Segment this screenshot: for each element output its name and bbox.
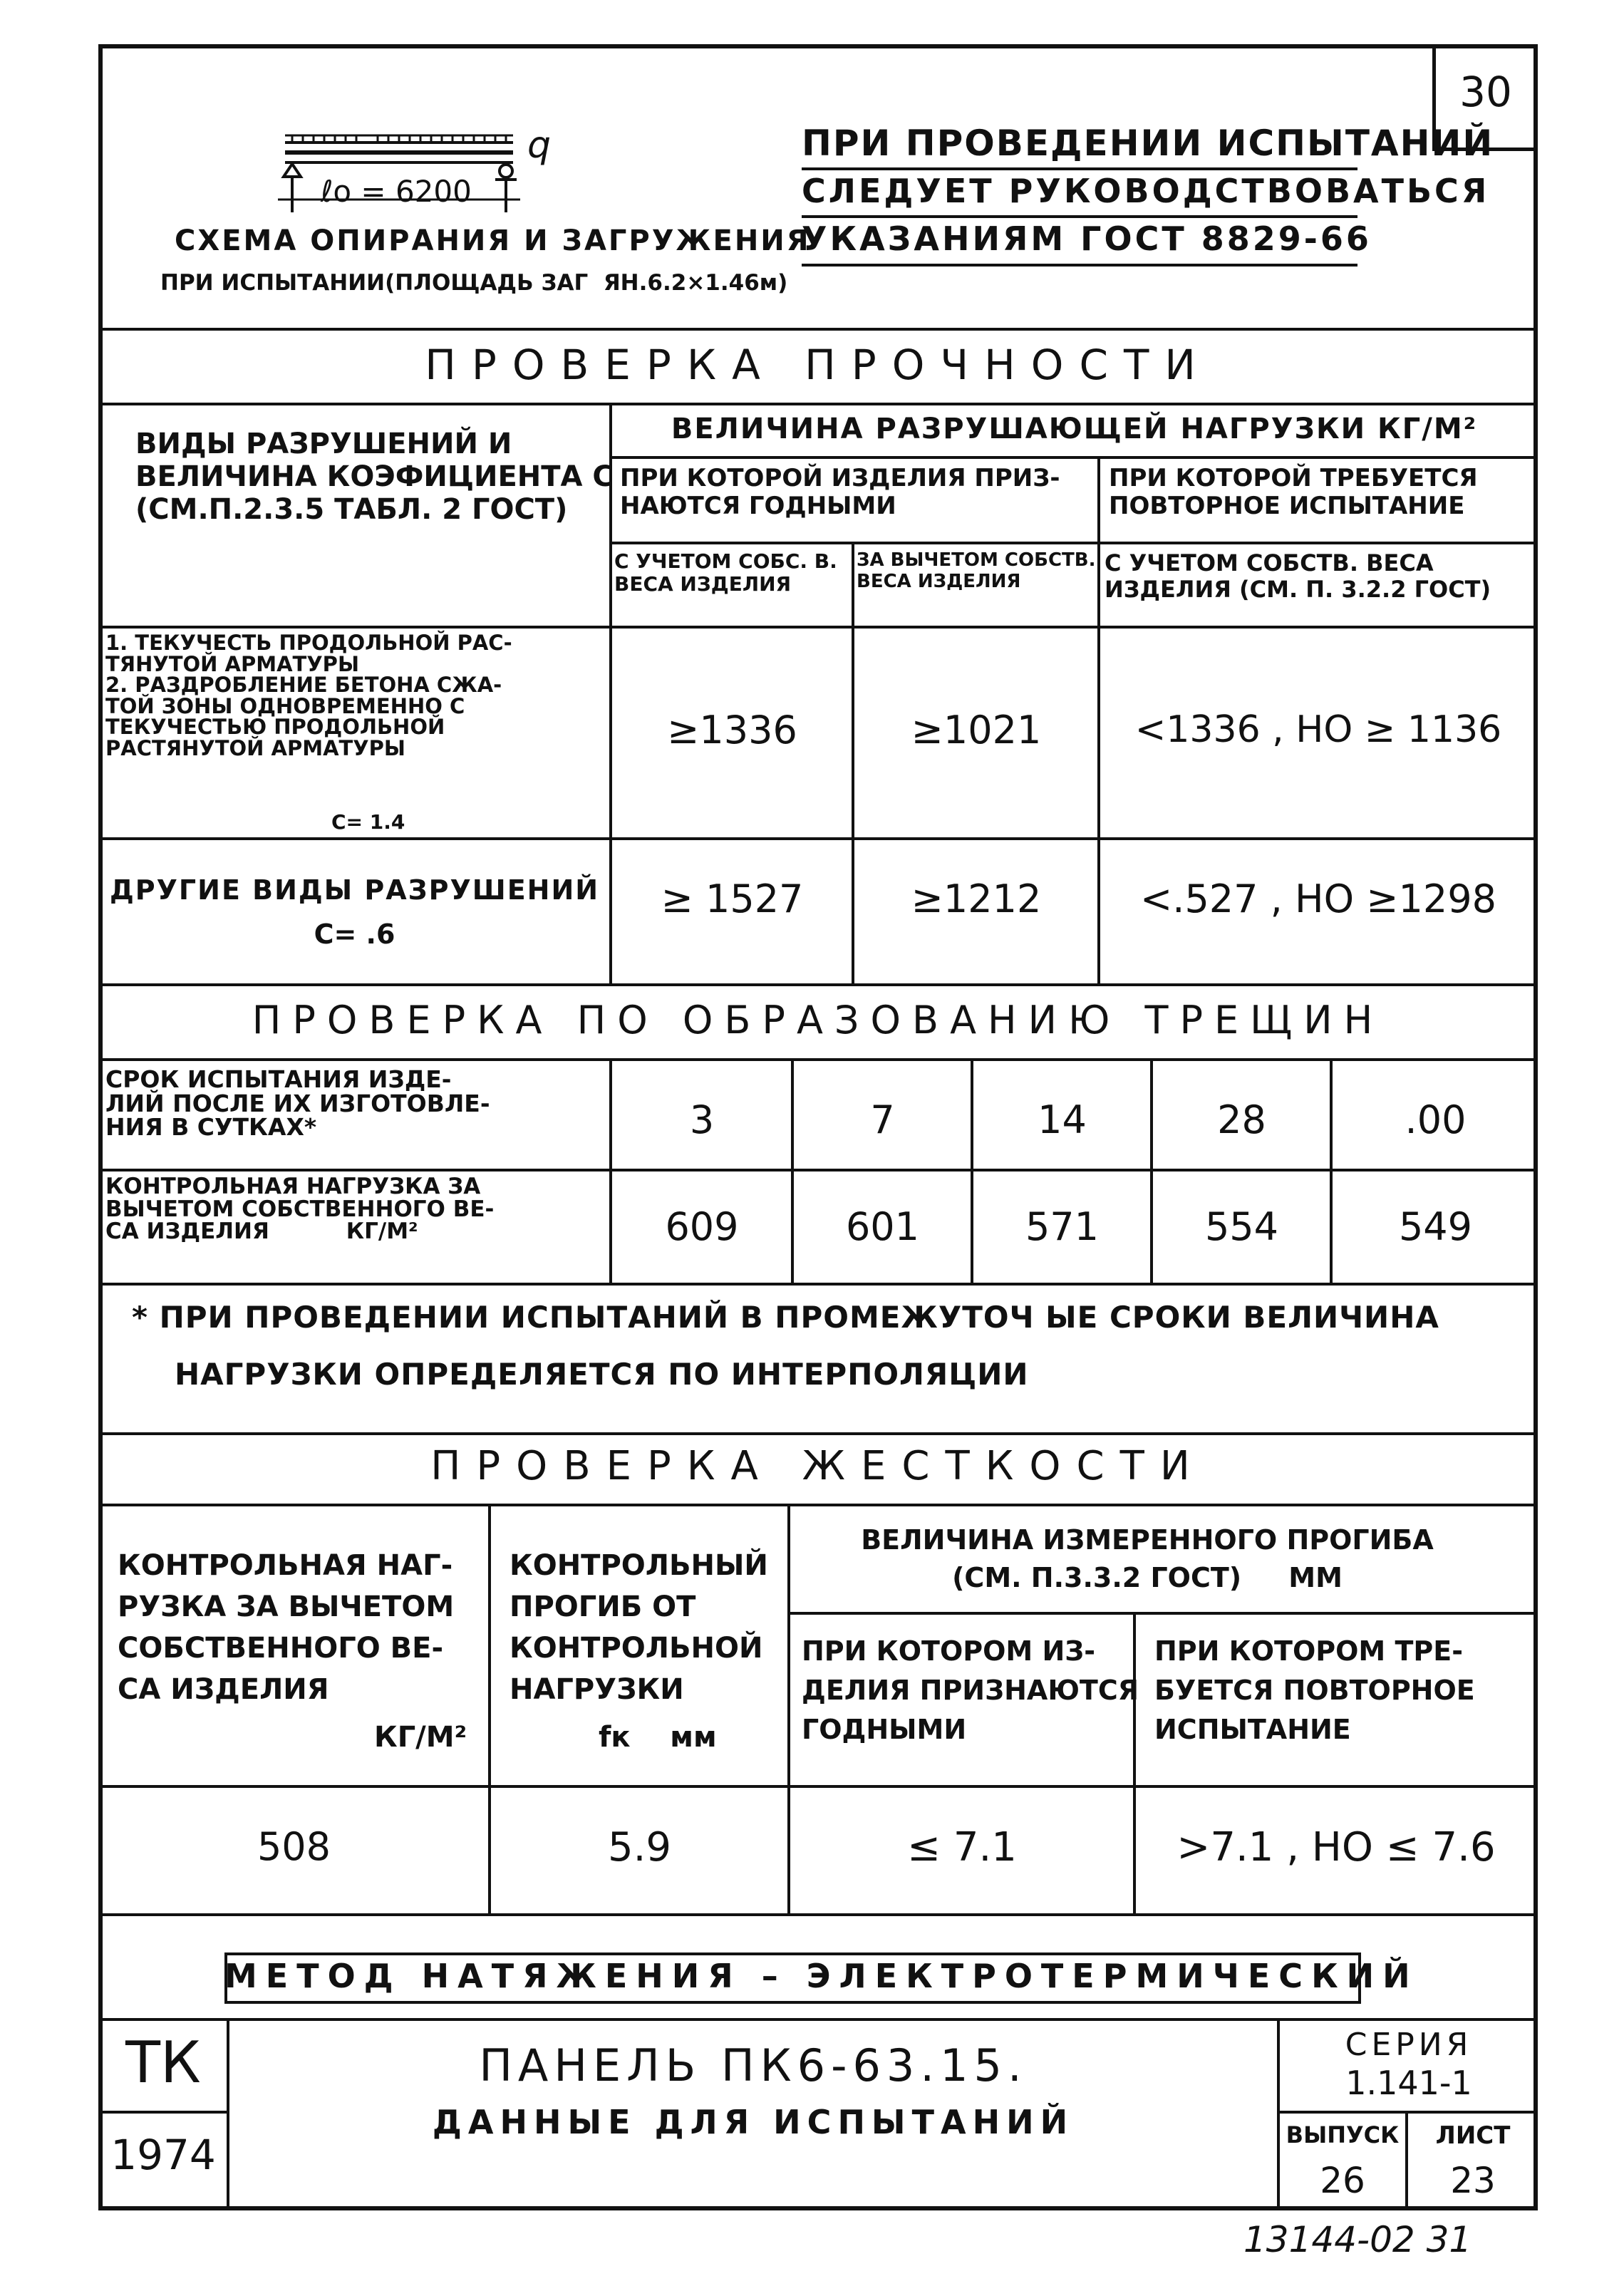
panel-name: ПАНЕЛЬ ПК6-63.15. <box>479 2039 1028 2091</box>
title-block-hline-left <box>98 2111 227 2114</box>
drawing-subtitle: ДАННЫЕ ДЛЯ ИСПЫТАНИЙ <box>432 2103 1075 2141</box>
col-measured-deflection: ВЕЛИЧИНА ИЗМЕРЕННОГО ПРОГИБА (СМ. П.3.3.2 ГОСТ) ММ <box>861 1524 1434 1594</box>
failure-1-without-weight: ≥1021 <box>911 708 1042 752</box>
test-note-line-1: ПРИ ПРОВЕДЕНИИ ИСПЫТАНИЙ <box>802 123 1494 164</box>
stiffness-control-deflection: 5.9 <box>607 1824 672 1871</box>
col-control-load: КОНТРОЛЬНАЯ НАГ- РУЗКА ЗА ВЫЧЕТОМ СОБСТВЕННОГО ВЕ- СА ИЗДЕЛИЯ <box>118 1549 455 1706</box>
sub-deflection-accepted: ПРИ КОТОРОМ ИЗ- ДЕЛИЯ ПРИЗНАЮТСЯ ГОДНЫМИ <box>802 1635 1139 1746</box>
stiffness-vline-2 <box>787 1504 790 1913</box>
note-underline-3 <box>802 264 1357 267</box>
strength-section-title: ПРОВЕРКА ПРОЧНОСТИ <box>425 341 1211 389</box>
control-load-3: 609 <box>665 1204 739 1249</box>
failure-1-retest: <1336 , НО ≥ 1136 <box>1134 708 1502 751</box>
strength-hline-2 <box>609 542 1538 544</box>
test-note-line-3: УКАЗАНИЯМ ГОСТ 8829-66 <box>802 219 1372 258</box>
failure-coef-1: С= 1.4 <box>331 810 405 834</box>
control-load-7: 601 <box>845 1204 920 1249</box>
sheet-label: ЛИСТ <box>1435 2121 1511 2150</box>
series-number: 1.141-1 <box>1345 2064 1472 2102</box>
issue-number: 26 <box>1320 2160 1365 2201</box>
control-load-label: КОНТРОЛЬНАЯ НАГРУЗКА ЗА ВЫЧЕТОМ СОБСТВЕННОГО ВЕ- СА ИЗДЕЛИЯ КГ/М² <box>105 1174 495 1245</box>
deflection-retest-range: >7.1 , НО ≤ 7.6 <box>1176 1824 1496 1871</box>
control-load-14: 571 <box>1025 1204 1100 1249</box>
stiffness-control-load: 508 <box>257 1824 331 1869</box>
test-age-28: 28 <box>1217 1097 1266 1142</box>
load-symbol: q <box>527 124 552 167</box>
cracks-hline-1 <box>98 1169 1538 1171</box>
footnote-line-1: * ПРИ ПРОВЕДЕНИИ ИСПЫТАНИЙ В ПРОМЕЖУТОЧ ЫЕ СРОКИ ВЕЛИЧИНА <box>132 1300 1439 1335</box>
stiffness-section-title: ПРОВЕРКА ЖЕСТКОСТИ <box>430 1443 1206 1489</box>
col-retest: ПРИ КОТОРОЙ ТРЕБУЕТСЯ ПОВТОРНОЕ ИСПЫТАНИЕ <box>1109 464 1478 521</box>
stiffness-title-divider <box>98 1504 1538 1506</box>
col-control-load-unit: КГ/М² <box>374 1721 467 1754</box>
scheme-caption-1: СХЕМА ОПИРАНИЯ И ЗАГРУЖЕНИЯ <box>175 224 811 257</box>
sub-retest: С УЧЕТОМ СОБСТВ. ВЕСА ИЗДЕЛИЯ (СМ. П. 3.2.2 ГОСТ) <box>1105 549 1491 603</box>
sheet-number: 23 <box>1450 2160 1496 2201</box>
tensioning-method: МЕТОД НАТЯЖЕНИЯ – ЭЛЕКТРОТЕРМИЧЕСКИЙ <box>224 1957 1419 1995</box>
stiffness-hline-2 <box>98 1785 1538 1788</box>
sub-without-weight: ЗА ВЫЧЕТОМ СОБСТВ. ВЕСА ИЗДЕЛИЯ <box>857 549 1096 592</box>
test-age-100: .00 <box>1405 1097 1467 1142</box>
strength-title-divider <box>98 403 1538 405</box>
failure-coef-2: С= .6 <box>314 919 395 950</box>
issue-label: ВЫПУСК <box>1286 2121 1400 2148</box>
strength-hline-1 <box>609 456 1538 459</box>
control-load-28: 554 <box>1204 1204 1279 1249</box>
title-block-hline-right <box>1277 2111 1538 2114</box>
test-age-14: 14 <box>1038 1097 1087 1142</box>
stiffness-hline-3 <box>98 1913 1538 1916</box>
control-load-100: 549 <box>1398 1204 1473 1249</box>
footnote-divider <box>98 1432 1538 1435</box>
sub-with-weight: С УЧЕТОМ СОБС. В. ВЕСА ИЗДЕЛИЯ <box>614 549 837 596</box>
col-control-deflection: КОНТРОЛЬНЫЙ ПРОГИБ ОТ КОНТРОЛЬНОЙ НАГРУЗКИ <box>510 1549 768 1706</box>
organization-code: ТК <box>125 2029 201 2096</box>
cracks-hline-2 <box>98 1283 1538 1286</box>
col-failure-types: ВИДЫ РАЗРУШЕНИЙ И ВЕЛИЧИНА КОЭФИЦИЕНТА С (СМ.П.2.3.5 ТАБЛ. 2 ГОСТ) <box>135 428 614 526</box>
failure-type-2: ДРУГИЕ ВИДЫ РАЗРУШЕНИЙ <box>109 874 600 906</box>
strength-hline-4 <box>98 837 1538 840</box>
deflection-accepted-limit: ≤ 7.1 <box>907 1824 1017 1871</box>
col-deflection-unit: fк мм <box>599 1721 717 1754</box>
stiffness-vline-1 <box>488 1504 491 1913</box>
strength-hline-3 <box>98 626 1538 629</box>
failure-type-1: 1. ТЕКУЧЕСТЬ ПРОДОЛЬНОЙ РАС- ТЯНУТОЙ АРМАТУРЫ 2. РАЗДРОБЛЕНИЕ БЕТОНА СЖА- ТОЙ ЗОНЫ ОДНОВРЕМЕННО С ТЕКУЧЕСТЬЮ ПРОДОЛЬНОЙ РАСТЯНУТОЙ АРМАТУРЫ <box>105 631 512 760</box>
note-underline-1 <box>802 167 1357 170</box>
footnote-line-2: НАГРУЗКИ ОПРЕДЕЛЯЕТСЯ ПО ИНТЕРПОЛЯЦИИ <box>175 1357 1029 1392</box>
failure-2-without-weight: ≥1212 <box>911 876 1042 921</box>
scheme-caption-2: ПРИ ИСПЫТАНИИ(ПЛОЩАДЬ ЗАГ ЯН.6.2×1.46м) <box>160 270 788 296</box>
col-accepted: ПРИ КОТОРОЙ ИЗДЕЛИЯ ПРИЗ- НАЮТСЯ ГОДНЫМИ <box>620 464 1060 521</box>
title-block-top <box>98 2018 1538 2021</box>
archive-number: 13144-02 31 <box>1243 2219 1472 2260</box>
stiffness-hline-1 <box>787 1612 1538 1615</box>
page-number: 30 <box>1459 68 1512 116</box>
cracks-title-divider <box>98 1058 1538 1061</box>
test-age-label: СРОК ИСПЫТАНИЯ ИЗДЕ- ЛИЙ ПОСЛЕ ИХ ИЗГОТОВЛЕ- НИЯ В СУТКАХ* <box>105 1065 490 1142</box>
failure-2-retest: <.527 , НО ≥1298 <box>1140 876 1496 921</box>
cracks-section-title: ПРОВЕРКА ПО ОБРАЗОВАНИЮ ТРЕЩИН <box>252 998 1385 1043</box>
strength-hline-5 <box>98 983 1538 986</box>
strength-vline-3 <box>1097 456 1100 983</box>
series-label: СЕРИЯ <box>1345 2027 1473 2063</box>
col-failure-load: ВЕЛИЧИНА РАЗРУШАЮЩЕЙ НАГРУЗКИ КГ/М² <box>671 413 1478 445</box>
test-note-line-2: СЛЕДУЕТ РУКОВОДСТВОВАТЬСЯ <box>802 172 1490 210</box>
span-dimension: ℓo = 6200 <box>321 174 472 209</box>
test-age-3: 3 <box>689 1097 715 1142</box>
sub-deflection-retest: ПРИ КОТОРОМ ТРЕ- БУЕТСЯ ПОВТОРНОЕ ИСПЫТАНИЕ <box>1154 1635 1475 1746</box>
drawing-year: 1974 <box>110 2131 216 2179</box>
header-divider <box>98 328 1538 331</box>
failure-1-with-weight: ≥1336 <box>667 708 797 752</box>
strength-vline-2 <box>852 542 854 983</box>
note-underline-2 <box>802 215 1357 218</box>
test-age-7: 7 <box>870 1097 895 1142</box>
failure-2-with-weight: ≥ 1527 <box>661 876 804 921</box>
